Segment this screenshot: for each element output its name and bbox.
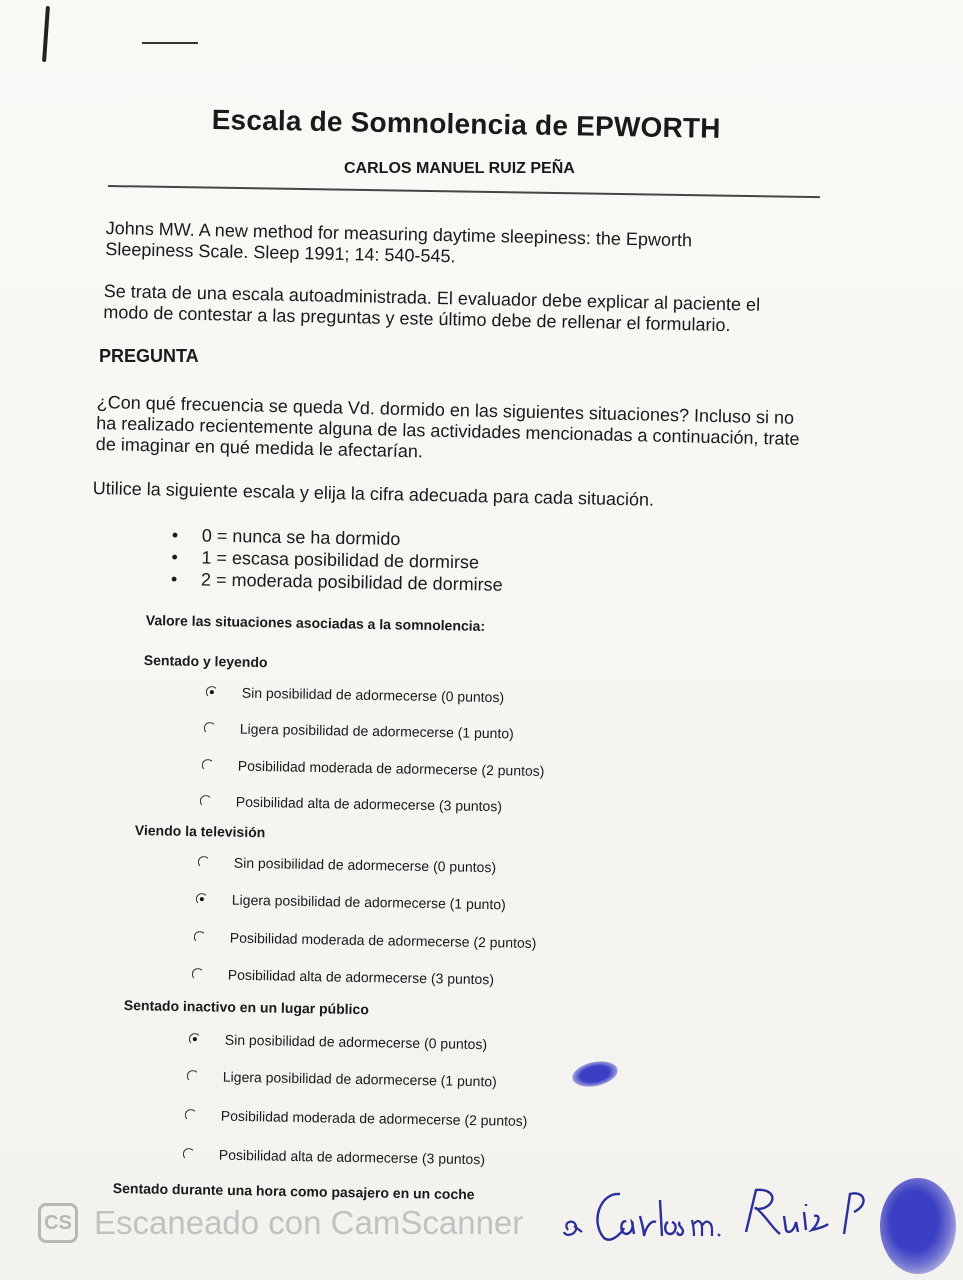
fingerprint-smudge (570, 1057, 620, 1090)
option-label: Ligera posibilidad de adormecerse (1 punto) (231, 891, 506, 913)
radio-button[interactable] (189, 1033, 201, 1045)
reference-paragraph: Johns MW. A new method for measuring daytime sleepiness: the Epworth Sleepiness Scale. Sleep 1991; 14: 540-545. (105, 218, 693, 267)
radio-button[interactable] (185, 1109, 197, 1121)
radio-button[interactable] (204, 722, 216, 734)
description-paragraph: Se trata de una escala autoadministrada. El evaluador debe explicar al paciente el modo de contestar a las preguntas y este último debe de rellenar el formulario. (103, 281, 761, 336)
question-paragraph: ¿Con qué frecuencia se queda Vd. dormido en las siguientes situaciones? Incluso si no ha realizado recientemente alguna de las actividades mencionadas a continuación, trate de imaginar en qué medida le afectarían. (95, 392, 800, 462)
section-title: Sentado y leyendo (143, 652, 268, 671)
option-label: Posibilidad moderada de adormecerse (2 puntos) (220, 1107, 528, 1129)
radio-button[interactable] (194, 931, 206, 943)
radio-button[interactable] (183, 1148, 195, 1160)
option-label: Posibilidad moderada de adormecerse (2 puntos) (229, 929, 537, 951)
scale-item: • 0 = nunca se ha dormido (172, 524, 504, 552)
option-label: Sin posibilidad de adormecerse (0 puntos) (224, 1031, 488, 1053)
section-title: Viendo la televisión (134, 822, 266, 841)
radio-button[interactable] (200, 795, 212, 807)
watermark-text: Escaneado con CamScanner (94, 1204, 524, 1241)
pen-dash (142, 42, 198, 44)
document-title: Escala de Somnolencia de EPWORTH (211, 104, 721, 144)
header-divider (108, 185, 820, 198)
signature (560, 1172, 890, 1252)
option-label: Posibilidad alta de adormecerse (3 puntos) (235, 793, 503, 815)
scale-list (171, 524, 504, 596)
question-heading: PREGUNTA (99, 346, 199, 366)
author-name: CARLOS MANUEL RUIZ PEÑA (344, 160, 575, 177)
option-label: Posibilidad alta de adormecerse (3 puntos) (227, 966, 495, 988)
radio-button[interactable] (192, 968, 204, 980)
section-title: Sentado inactivo en un lugar público (123, 997, 369, 1018)
radio-button[interactable] (196, 893, 208, 905)
scale-item: • 1 = escasa posibilidad de dormirse (171, 546, 503, 574)
scale-item: • 2 = moderada posibilidad de dormirse (171, 568, 503, 596)
radio-button[interactable] (206, 686, 218, 698)
scale-instruction: Utilice la siguiente escala y elija la cifra adecuada para cada situación. (92, 478, 655, 510)
pen-mark (42, 6, 50, 62)
option-label: Posibilidad moderada de adormecerse (2 puntos) (237, 757, 545, 779)
camscanner-logo: CS (38, 1203, 78, 1243)
option-label: Sin posibilidad de adormecerse (0 puntos) (241, 684, 505, 706)
fingerprint (880, 1178, 956, 1274)
radio-button[interactable] (202, 759, 214, 771)
option-label: Ligera posibilidad de adormecerse (1 punto) (222, 1068, 497, 1090)
option-label: Sin posibilidad de adormecerse (0 puntos) (233, 854, 497, 876)
section-title: Sentado durante una hora como pasajero en un coche (112, 1180, 475, 1203)
option-label: Ligera posibilidad de adormecerse (1 punto) (239, 720, 514, 742)
option-label: Posibilidad alta de adormecerse (3 puntos) (218, 1146, 486, 1168)
camscanner-watermark (38, 1203, 523, 1243)
radio-button[interactable] (198, 856, 210, 868)
radio-button[interactable] (187, 1070, 199, 1082)
rate-instruction: Valore las situaciones asociadas a la somnolencia: (145, 612, 486, 634)
